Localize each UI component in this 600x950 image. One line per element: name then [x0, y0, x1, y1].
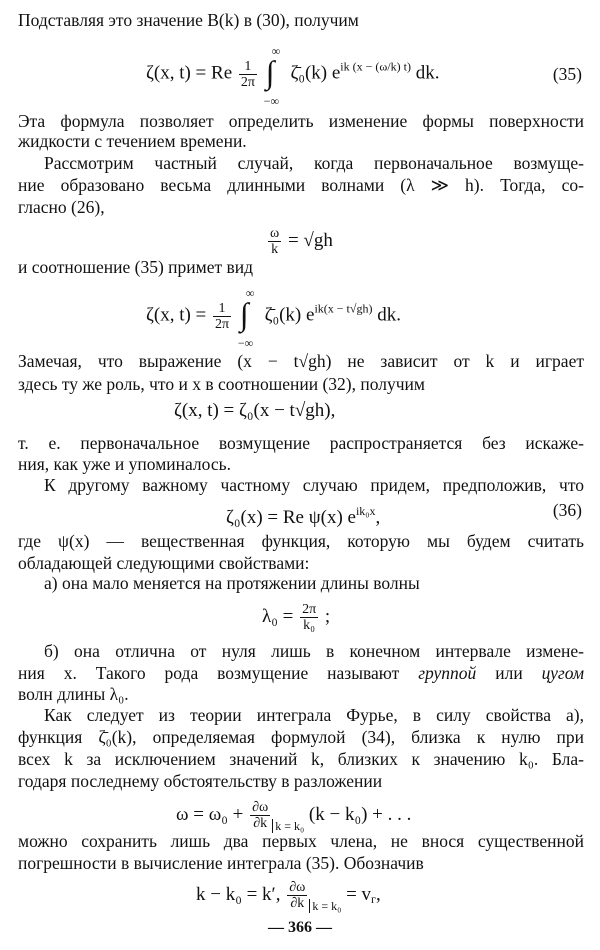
page-number: — 366 — — [268, 919, 332, 936]
text-line: Как следует из теории интеграла Фурье, в силу свойства а), — [44, 705, 584, 725]
text-line: Эта формула позволяет определить изменение формы поверхности — [18, 111, 584, 131]
eq-rhs: = v — [346, 883, 372, 905]
text-line: б) она отлична от нуля лишь в конечном интервале измене- — [44, 641, 584, 661]
equation-35 — [146, 44, 440, 108]
eq-tail: , — [375, 507, 381, 528]
eq-lhs: k − k₀ = k′, — [196, 883, 281, 905]
eval-bar-subscript: k = k₀ — [309, 899, 341, 913]
equation-wave-speed — [266, 226, 333, 257]
integral-sign: ∞ ∫ −∞ — [263, 44, 281, 108]
eq-body: ζ̄₀(k) e — [290, 62, 341, 84]
equation-shift: ζ(x, t) = ζ₀(x − t√gh), — [174, 400, 336, 421]
text-line: ние образовано весьма длинными волнами (λ ≫ h). Тогда, со- — [18, 175, 584, 195]
text-span: ния x. Такого рода возмущение называют — [18, 663, 400, 683]
text-line: т. е. первоначальное возмущение распространяется без искаже- — [18, 433, 584, 453]
eq-body: ζ̄₀(k) e — [264, 304, 315, 326]
text-line: можно сохранить лишь два первых члена, не внося существенной — [18, 831, 584, 851]
equation-wavelength — [262, 602, 330, 633]
text-line: и соотношение (35) примет вид — [18, 257, 254, 277]
eq-tail: (k − k₀) + . . . — [308, 803, 412, 825]
text-line: Замечая, что выражение (x − t√gh) не зависит от k и играет — [18, 351, 584, 371]
fraction: $\frac{\partial\omega}{\partial k}$ — [289, 880, 306, 911]
text-line: Подставляя это значение B(k) в (30), получим — [18, 10, 359, 30]
eq-lhs: ζ(x, t) = — [146, 304, 207, 326]
text-line: годаря последнему обстоятельству в разложении — [18, 771, 383, 791]
text-line: волн длины λ₀. — [18, 684, 129, 704]
eq-tail: dk. — [377, 304, 401, 326]
text-line — [18, 662, 584, 684]
fraction: $\frac{\partial\omega}{\partial k}$ — [252, 800, 269, 831]
integral-sign: ∞ ∫ −∞ — [237, 286, 255, 350]
equation-number: (36) — [552, 500, 582, 520]
eq-tail: ; — [324, 605, 331, 627]
text-line: обладающей следующими свойствами: — [18, 553, 310, 573]
text-line: ния, как уже и упоминалось. — [18, 454, 231, 474]
equation-35-specialized — [146, 286, 401, 350]
eq-lhs: ω = ω₀ + — [176, 803, 244, 825]
text-line: функция ζ̄₀(k), определяемая формулой (34), близка к нулю при — [18, 727, 584, 747]
eq-lhs: λ₀ = — [262, 605, 294, 627]
fraction: $\frac{1}{2\pi}$ — [215, 300, 230, 332]
fraction: $\frac{\omega}{k}$ — [270, 226, 280, 257]
eq-rhs: = √gh — [287, 229, 333, 251]
eq-tail: , — [375, 883, 381, 905]
eq-lhs: ζ(x, t) = Re — [146, 62, 233, 84]
eq-exponent: ik₀x — [355, 504, 376, 518]
text-line: гласно (26), — [18, 197, 105, 217]
text-line: здесь ту же роль, что и x в соотношении (32), получим — [18, 374, 425, 394]
eval-bar-subscript: k = k₀ — [272, 819, 304, 833]
text-line: Рассмотрим частный случай, когда первоначальное возмуще- — [44, 153, 584, 173]
term-italic: цугом — [541, 663, 584, 683]
equation-36 — [226, 500, 380, 529]
fraction: $\frac{1}{2\pi}$ — [240, 58, 255, 90]
text-span: или — [495, 663, 523, 683]
text-line: всех k за исключением значений k, близких к значению k₀. Бла- — [18, 749, 584, 769]
eq-exponent: ik (x − (ω/k) t) — [340, 59, 411, 74]
group-velocity-subscript: г — [371, 891, 376, 906]
eq-body: ζ₀(x) = Re ψ(x) e — [226, 507, 356, 528]
equation-number: (35) — [552, 64, 582, 84]
eq-exponent: ik(x − t√gh) — [314, 301, 373, 316]
term-italic: группой — [418, 663, 477, 683]
text-line: жидкости с течением времени. — [18, 131, 247, 151]
fraction: $\frac{2\pi}{\text{k₀}}$ — [302, 602, 317, 633]
text-line: К другому важному частному случаю придем, предположив, что — [44, 475, 584, 495]
eq-tail: dk. — [415, 62, 440, 84]
equation-group-velocity — [196, 880, 381, 917]
text-line: где ψ(x) — вещественная функция, которую мы будем считать — [18, 531, 584, 551]
text-line: а) она мало меняется на протяжении длины волны — [44, 573, 420, 593]
text-line: погрешности в вычисление интеграла (35). Обозначив — [18, 853, 424, 873]
